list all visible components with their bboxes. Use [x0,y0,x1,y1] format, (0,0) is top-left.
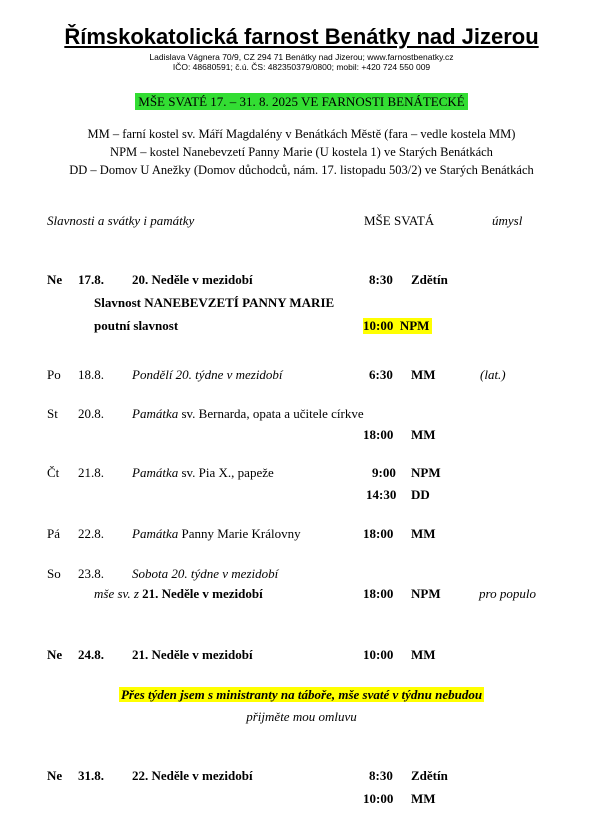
entry-day: So [47,566,61,581]
legend-npm: NPM – kostel Nanebevzetí Panny Marie (U kostela 1) ve Starých Benátkách [110,145,493,159]
entry-date: 20.8. [78,406,104,421]
entry-day: Po [47,367,61,382]
entry-place: MM [411,647,436,662]
banner [0,93,603,111]
entry-time: 10:00 [363,318,394,333]
entry-day: St [47,406,58,421]
entry-place: MM [411,526,436,541]
entry-intention: (lat.) [480,367,506,382]
banner-text: MŠE SVATÉ 17. – 31. 8. 2025 VE FARNOSTI BENÁTECKÉ [135,93,467,110]
entry-date: 22.8. [78,526,104,541]
entry-name: Sobota 20. týdne v mezidobí [132,566,279,581]
entry-place: MM [411,791,436,806]
entry-name [132,406,364,422]
entry-time: 18:00 [363,427,394,442]
entry-name-type: Památka [132,406,179,421]
entry-name-prefix: mše sv. z [94,586,143,601]
entry-place: NPM [411,586,441,601]
entry-place: DD [411,487,430,502]
entry-place: MM [411,367,436,382]
entry-day: Ne [47,647,63,662]
column-header-feasts: Slavnosti a svátky i památky [47,213,195,228]
entry-time-place-highlight [363,318,432,334]
entry-intention: pro populo [479,586,536,601]
entry-time: 18:00 [363,586,394,601]
entry-date: 18.8. [78,367,104,382]
entry-name: poutní slavnost [94,318,179,333]
entry-name-rest: Panny Marie Královny [178,526,301,541]
entry-name: 22. Neděle v mezidobí [132,768,253,783]
entry-name [132,465,274,481]
entry-name [132,526,301,542]
entry-day: Ne [47,272,63,287]
entry-place: NPM [411,465,441,480]
entry-name-rest: 21. Neděle v mezidobí [142,586,263,601]
entry-name: 21. Neděle v mezidobí [132,647,253,662]
entry-time: 6:30 [369,367,393,382]
entry-place: MM [411,427,436,442]
entry-place: NPM [399,318,430,333]
notice-apology: přijměte mou omluvu [246,709,357,724]
notice-text: Přes týden jsem s ministranty na táboře, mše svaté v týdnu nebudou [120,687,483,702]
entry-date: 31.8. [78,768,104,783]
entry-name: 20. Neděle v mezidobí [132,272,253,287]
entry-time: 9:00 [372,465,396,480]
entry-date: 24.8. [78,647,104,662]
entry-name: Slavnost NANEBEVZETÍ PANNY MARIE [94,295,335,310]
entry-name: Pondělí 20. týdne v mezidobí [132,367,283,382]
entry-day: Čt [47,465,60,480]
contact-line: IČO: 48680591; č.ú. ČS: 482350379/0800; mobil: +420 724 550 009 [172,62,431,72]
entry-day: Ne [47,768,63,783]
entry-time: 8:30 [369,768,393,783]
entry-time: 10:00 [363,647,394,662]
entry-name-type: Památka [132,526,179,541]
legend-mm: MM – farní kostel sv. Máří Magdalény v Benátkách Městě (fara – vedle kostela MM) [87,127,516,141]
entry-time: 18:00 [363,526,394,541]
entry-date: 21.8. [78,465,104,480]
entry-date: 23.8. [78,566,104,581]
legend-dd: DD – Domov U Anežky (Domov důchodců, nám. 17. listopadu 503/2) ve Starých Benátkách [69,163,534,177]
entry-date: 17.8. [78,272,104,287]
entry-day: Pá [47,526,60,541]
column-header-masses: MŠE SVATÁ [364,213,435,228]
column-header-intention: úmysl [492,213,523,228]
entry-name [94,586,263,602]
entry-time: 8:30 [369,272,393,287]
notice [0,686,603,704]
entry-place: Zdětín [411,768,448,783]
page-title: Římskokatolická farnost Benátky nad Jizerou [64,24,539,49]
address-line: Ladislava Vágnera 70/9, CZ 294 71 Benátky nad Jizerou; www.farnostbenatky.cz [149,52,454,62]
entry-name-rest: sv. Bernarda, opata a učitele církve [178,406,364,421]
entry-place: Zdětín [411,272,448,287]
entry-time: 10:00 [363,791,394,806]
entry-name-rest: sv. Pia X., papeže [178,465,274,480]
entry-time: 14:30 [366,487,397,502]
entry-name-type: Památka [132,465,179,480]
